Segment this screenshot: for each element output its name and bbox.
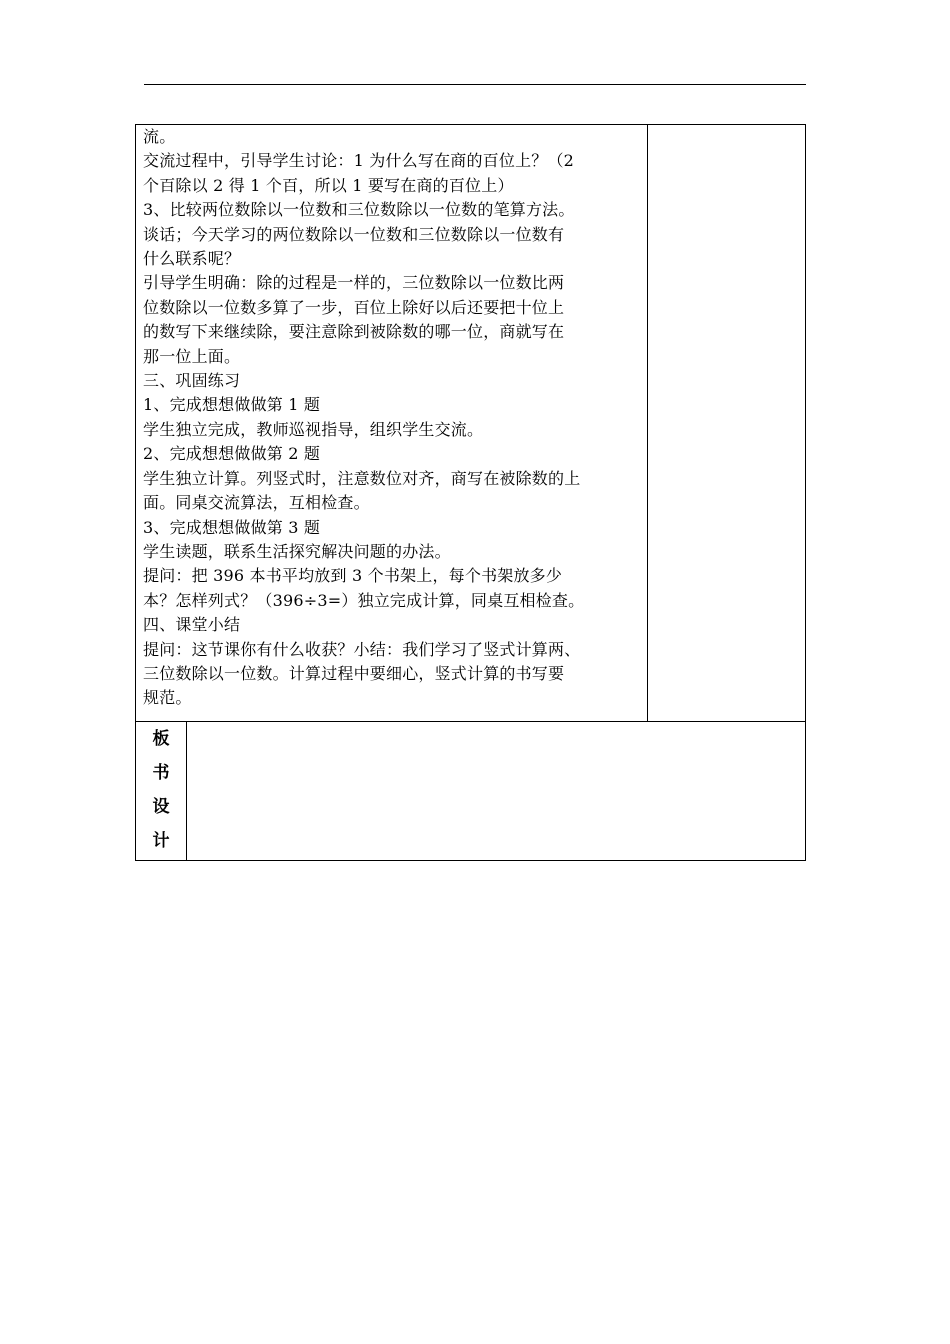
text-line: 学生独立计算。列竖式时，注意数位对齐，商写在被除数的上 bbox=[143, 468, 581, 488]
text-line: 规范。 bbox=[143, 688, 192, 708]
text-line: 3、比较两位数除以一位数和三位数除以一位数的笔算方法。 bbox=[143, 200, 575, 220]
text-line: 学生读题，联系生活探究解决问题的办法。 bbox=[143, 541, 451, 561]
text-line: 提问：把 396 本书平均放到 3 个书架上，每个书架放多少 bbox=[143, 566, 563, 586]
label-char: 计 bbox=[152, 831, 170, 851]
text-line: 那一位上面。 bbox=[143, 346, 241, 366]
header-rule bbox=[144, 84, 806, 85]
notes-cell bbox=[648, 125, 806, 722]
text-line: 1、完成想想做做第 1 题 bbox=[143, 395, 321, 415]
text-line: 学生独立完成，教师巡视指导，组织学生交流。 bbox=[143, 419, 484, 439]
text-line: 什么联系呢？ bbox=[143, 249, 241, 269]
text-line: 面。同桌交流算法，互相检查。 bbox=[143, 493, 370, 513]
text-line: 2、完成想想做做第 2 题 bbox=[143, 444, 321, 464]
text-line: 谈话；今天学习的两位数除以一位数和三位数除以一位数有 bbox=[143, 224, 565, 244]
label-char: 板 bbox=[152, 729, 170, 749]
text-line: 提问：这节课你有什么收获？小结：我们学习了竖式计算两、 bbox=[143, 639, 581, 659]
text-line: 个百除以 2 得 1 个百，所以 1 要写在商的百位上） bbox=[143, 175, 514, 195]
text-line: 3、完成想想做做第 3 题 bbox=[143, 517, 321, 537]
process-row bbox=[136, 125, 806, 722]
section-heading: 三、巩固练习 bbox=[143, 371, 241, 391]
text-line: 本？怎样列式？（396÷3=）独立完成计算，同桌互相检查。 bbox=[143, 590, 585, 610]
text-line: 三位数除以一位数。计算过程中要细心，竖式计算的书写要 bbox=[143, 663, 565, 683]
section-heading: 四、课堂小结 bbox=[143, 615, 241, 635]
label-char: 设 bbox=[152, 797, 170, 817]
text-line: 引导学生明确：除的过程是一样的，三位数除以一位数比两 bbox=[143, 273, 565, 293]
board-design-label bbox=[136, 722, 186, 858]
teaching-process-cell bbox=[136, 125, 648, 722]
lesson-plan-table bbox=[135, 124, 806, 861]
text-line: 流。 bbox=[143, 127, 176, 146]
board-design-row bbox=[136, 722, 806, 861]
text-line: 的数写下来继续除，要注意除到被除数的哪一位，商就写在 bbox=[143, 322, 565, 342]
text-line: 交流过程中，引导学生讨论：1 为什么写在商的百位上？（2 bbox=[143, 151, 575, 171]
board-design-content-cell bbox=[187, 722, 806, 861]
label-char: 书 bbox=[152, 763, 170, 783]
text-line: 位数除以一位数多算了一步，百位上除好以后还要把十位上 bbox=[143, 297, 565, 317]
board-design-label-cell bbox=[136, 722, 187, 861]
